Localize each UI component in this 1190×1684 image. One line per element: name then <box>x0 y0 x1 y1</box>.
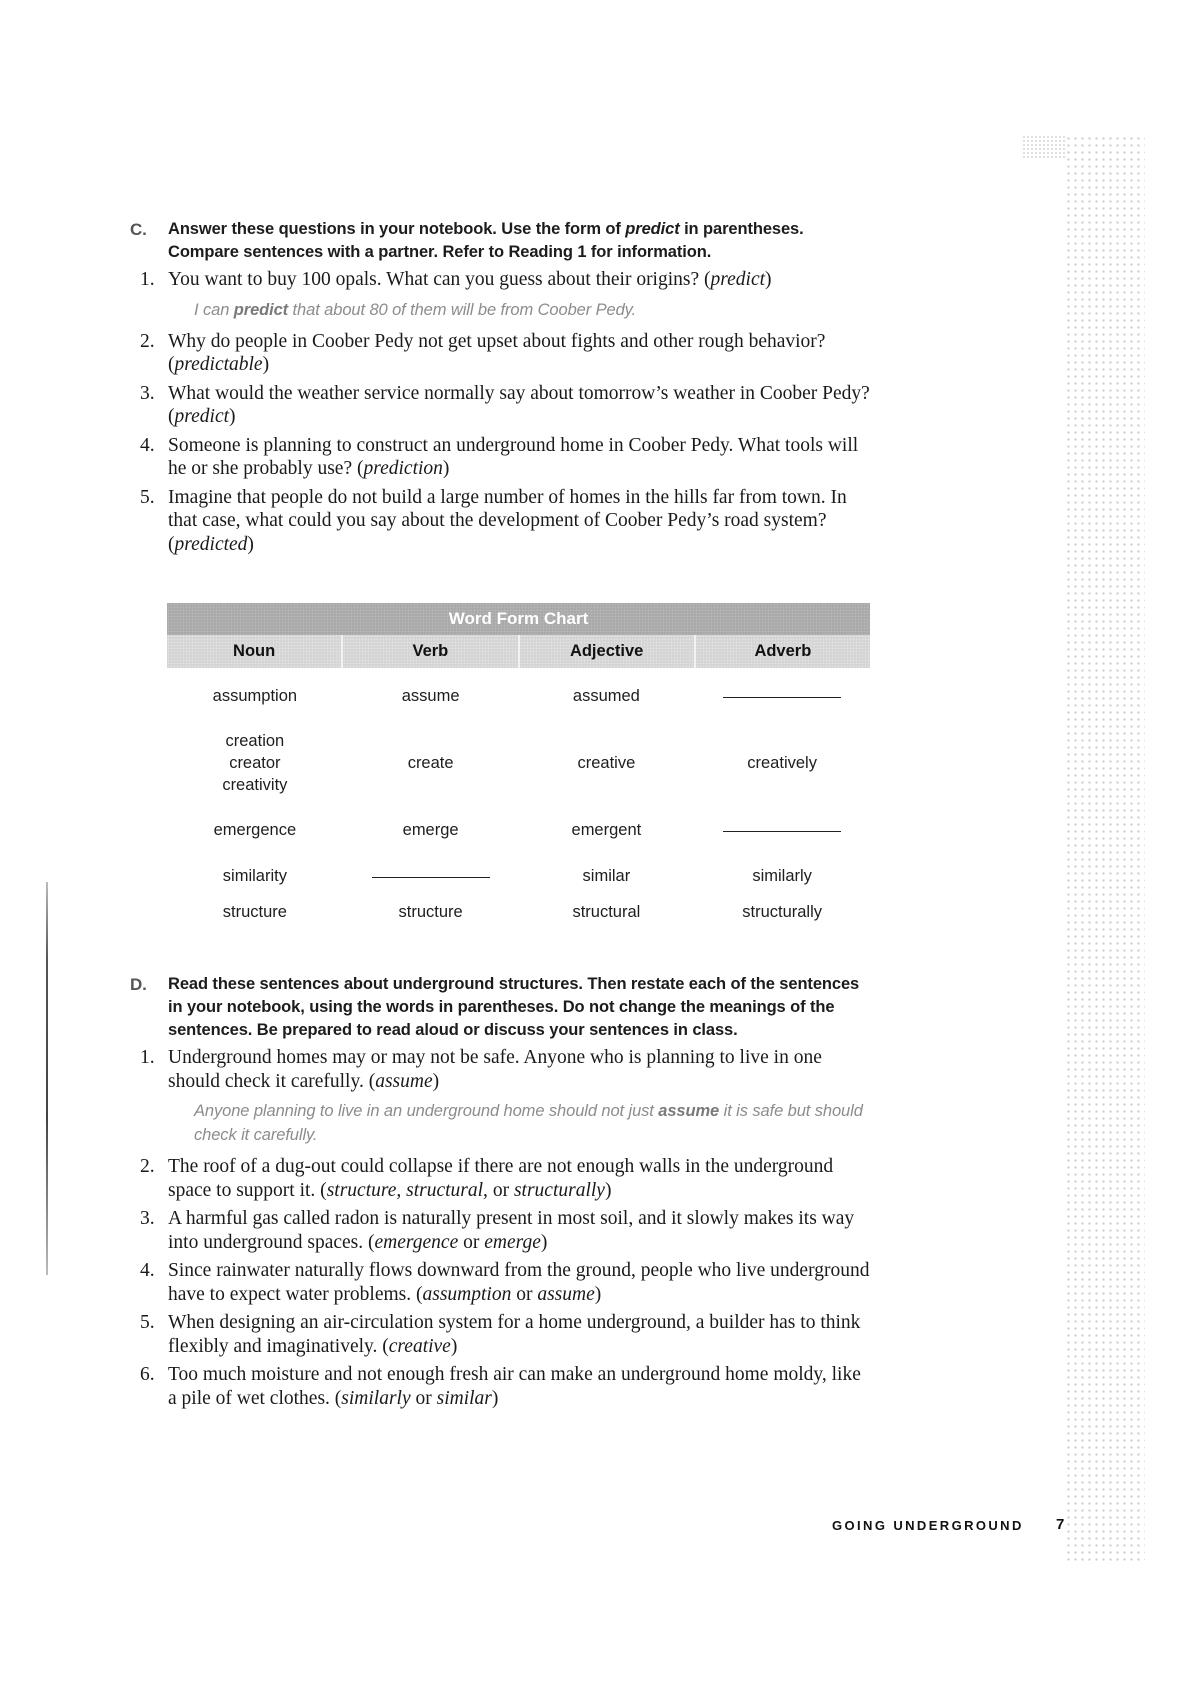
adverb-blank <box>694 685 870 707</box>
question-item: 4. Someone is planning to construct an underground home in Coober Pedy. What tools will he or she probably use? (prediction) <box>140 434 859 479</box>
header-adverb: Adverb <box>694 635 870 668</box>
decorative-dot-pattern <box>1065 135 1145 1565</box>
question-item: 2. Why do people in Coober Pedy not get upset about fights and other rough behavior? (predictable) <box>140 330 826 375</box>
question-item: 1. You want to buy 100 opals. What can you guess about their origins? (predict) <box>140 269 772 290</box>
adverb-blank <box>694 819 870 841</box>
exercise-d-instructions: D. Read these sentences about underground structures. Then restate each of the sentences in your notebook, using the words in parentheses. Do not change the meanings of the sentences. Be prepared to read aloud or discuss your sentences in class. <box>130 975 860 1039</box>
running-head: GOING UNDERGROUND <box>832 1518 1024 1533</box>
exercise-d <box>130 973 870 1410</box>
exercise-letter: C. <box>130 220 147 239</box>
chart-row: assumption assume assumed <box>167 684 870 708</box>
sentence-item: 3. A harmful gas called radon is naturally present in most soil, and it slowly makes its way into underground spaces. (emergence or emerge) <box>140 1208 855 1253</box>
verb-blank <box>343 865 519 887</box>
sentence-item: 6. Too much moisture and not enough fresh air can make an underground home moldy, like a pile of wet clothes. (similarly or similar) <box>140 1364 861 1409</box>
word-form-chart <box>167 603 870 924</box>
sentence-item: 4. Since rainwater naturally flows downward from the ground, people who live underground have to expect water problems. (assumption or assume) <box>140 1260 870 1305</box>
chart-header-row <box>167 635 870 668</box>
exercise-c-instructions: C. Answer these questions in your notebook. Use the form of predict in parentheses. Compare sentences with a partner. Refer to Reading 1 for information. <box>130 220 804 261</box>
sentence-item: 5. When designing an air-circulation system for a home underground, a builder has to think flexibly and imaginatively. (creative) <box>140 1312 861 1357</box>
chart-row: similarity similar similarly <box>222 867 812 885</box>
header-verb: Verb <box>341 635 517 668</box>
decorative-dot-pattern-cap <box>1022 135 1067 160</box>
fill-in-blank <box>372 876 490 878</box>
chart-row: structure structure structural structurally <box>222 903 823 921</box>
question-item: 5. Imagine that people do not build a large number of homes in the hills far from town. In that case, what could you say about the development of Coober Pedy’s road system? (predicted) <box>140 486 847 555</box>
header-adjective: Adjective <box>518 635 694 668</box>
page-number: 7 <box>1056 1516 1065 1533</box>
example-answer: I can predict that about 80 of them will be from Coober Pedy. <box>194 300 637 319</box>
chart-title: Word Form Chart <box>167 603 870 635</box>
sentence-item: 1. Underground homes may or may not be safe. Anyone who is planning to live in one should check it carefully. (assume) <box>140 1047 822 1092</box>
example-answer: Anyone planning to live in an underground home should not just assume it is safe but should check it carefully. <box>194 1102 863 1144</box>
header-noun: Noun <box>167 635 341 668</box>
sentence-item: 2. The roof of a dug-out could collapse if there are not enough walls in the underground space to support it. (structure, structural, or structurally) <box>140 1156 834 1201</box>
fill-in-blank <box>723 830 841 832</box>
chart-row: emergence emerge emergent <box>167 818 870 842</box>
chart-row: creation creator creativity create creative creatively <box>222 732 817 794</box>
scan-margin-line <box>46 882 48 1275</box>
exercise-c <box>130 218 870 556</box>
question-item: 3. What would the weather service normally say about tomorrow’s weather in Coober Pedy? (predict) <box>140 382 870 427</box>
exercise-letter: D. <box>130 975 147 994</box>
fill-in-blank <box>723 696 841 698</box>
